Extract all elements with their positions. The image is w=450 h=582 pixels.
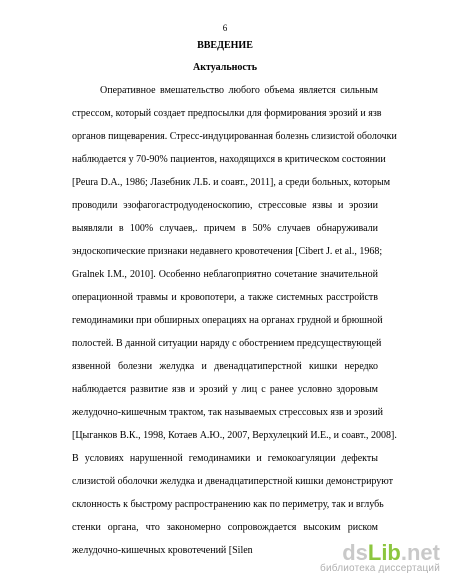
body-line-20: стенки органа, что закономерно сопровождается высоким риском (72, 522, 378, 533)
section-title: Актуальность (192, 62, 258, 73)
body-line-4: наблюдается у 70-90% пациентов, находящихся в критическом состоянии (72, 154, 386, 165)
body-line-18: слизистой оболочки желудка и двенадцатиперстной кишки демонстрируют (72, 476, 394, 487)
body-line-19: склонность к быстрому распространению как по периметру, так и вглубь (72, 499, 384, 510)
watermark-subtitle: библиотека диссертаций (320, 563, 440, 574)
body-line-7: выявляли в 100% случаев,. причем в 50% случаев обнаруживали (72, 223, 378, 234)
page-title: ВВЕДЕНИЕ (197, 40, 253, 51)
body-line-14: наблюдается развитие язв и эрозий у лиц с ранее условно здоровым (72, 384, 378, 395)
body-line-16: [Цыганков В.К., 1998, Котаев А.Ю., 2007, Верхулецкий И.Е., и соавт., 2008]. (72, 430, 397, 441)
body-line-11: гемодинамики при обширных операциях на органах грудной и брюшной (72, 315, 383, 326)
body-line-3: органов пищеварения. Стресс-индуцированная болезнь слизистой оболочки (72, 131, 397, 142)
watermark-brand-ds: ds (342, 540, 368, 565)
body-line-13: язвенной болезни желудка и двенадцатиперстной кишки нередко (72, 361, 378, 372)
page-number: 6 (222, 23, 228, 33)
body-line-21: желудочно-кишечных кровотечений [Silen (72, 545, 253, 556)
watermark-brand-net: .net (400, 540, 440, 565)
body-line-8: эндоскопические признаки недавнего кровотечения [Cibert J. et al., 1968; (72, 246, 383, 257)
body-line-10: операционной травмы и кровопотери, а также системных расстройств (72, 292, 378, 303)
watermark-logo (320, 540, 440, 574)
body-line-9: Gralnek I.M., 2010]. Особенно неблагоприятно сочетание значительной (72, 269, 378, 280)
watermark-brand-lib: Lib (367, 540, 401, 565)
body-line-6: проводили эзофагогастродуоденоскопию, стрессовые язвы и эрозии (72, 200, 378, 211)
body-line-1: Оперативное вмешательство любого объема является сильным (100, 85, 378, 96)
body-line-5: [Peura D.A., 1986; Лазебник Л.Б. и соавт., 2011], а среди больных, которым (72, 177, 391, 188)
body-line-2: стрессом, который создает предпосылки для формирования эрозий и язв (72, 108, 382, 119)
body-line-12: полостей. В данной ситуации наряду с обострением предсуществующей (72, 338, 382, 349)
body-line-17: В условиях нарушенной гемодинамики и гемокоагуляции дефекты (72, 453, 378, 464)
body-line-15: желудочно-кишечным трактом, так называемых стрессовых язв и эрозий (72, 407, 383, 418)
